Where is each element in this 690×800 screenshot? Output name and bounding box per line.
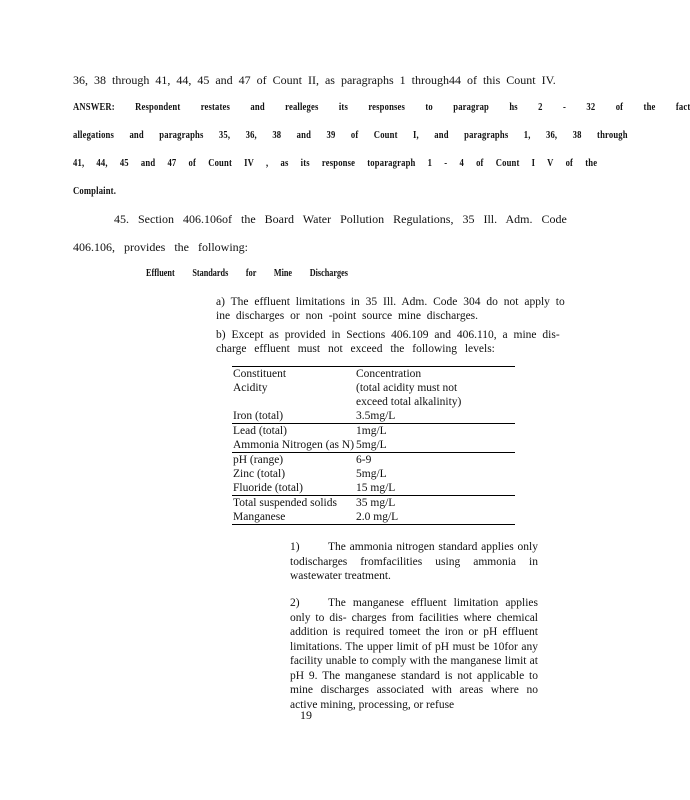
- table-row: [232, 438, 515, 453]
- page-number: 19: [300, 708, 312, 722]
- section-heading: Effluent Standards for Mine Discharges: [146, 268, 348, 279]
- table-row: [232, 395, 515, 409]
- table-row: [232, 424, 515, 439]
- subsection-a-line-2: ine discharges or non -point source mine discharges.: [216, 310, 479, 322]
- paragraph-45-line-2: 406.106, provides the following:: [73, 240, 248, 254]
- note-1-number: 1): [290, 541, 300, 553]
- paragraph-45-line-1: 45. Section 406.106of the Board Water Pollution Regulations, 35 Ill. Adm. Code: [114, 212, 567, 226]
- table-cell: 1mg/L: [356, 425, 387, 437]
- table-cell: (total acidity must not: [356, 382, 458, 394]
- table-row: [232, 481, 515, 496]
- subsection-b-line-1: b) Except as provided in Sections 406.109 and 406.110, a mine dis-: [216, 329, 560, 341]
- note-1-text: The ammonia nitrogen standard applies only todischarges fromfacilities using ammonia in wastewater treatment.: [290, 541, 538, 582]
- table-row: [232, 496, 515, 511]
- subsection-b-line-2: charge effluent must not exceed the following levels:: [216, 343, 495, 355]
- table-cell: 5mg/L: [356, 468, 387, 480]
- table-cell: pH (range): [233, 454, 284, 466]
- table-cell: exceed total alkalinity): [356, 396, 462, 408]
- note-2-number: 2): [290, 597, 300, 609]
- table-cell: 2.0 mg/L: [355, 510, 515, 525]
- answer-line-4: Complaint.: [73, 186, 117, 197]
- table-cell: 6-9: [356, 454, 372, 466]
- table-row: [232, 381, 515, 395]
- table-header-row: [232, 367, 515, 382]
- answer-line-1: ANSWER: Respondent restates and realleges its responses to paragrap hs 2 - 32 of the fact: [73, 102, 690, 113]
- table-cell: 5mg/L: [355, 438, 515, 453]
- table-cell: 3.5mg/L: [355, 409, 515, 424]
- table-cell: Acidity: [233, 382, 268, 394]
- table-cell: [232, 395, 355, 409]
- table-row: [232, 467, 515, 481]
- table-row: [232, 453, 515, 468]
- table-cell: Lead (total): [233, 425, 287, 437]
- table-cell: 35 mg/L: [356, 497, 396, 509]
- table-cell: 15 mg/L: [355, 481, 515, 496]
- table-cell: Zinc (total): [233, 468, 286, 480]
- answer-line-2: allegations and paragraphs 35, 36, 38 and 39 of Count I, and paragraphs 1, 36, 38 through: [73, 130, 628, 141]
- table-cell: Ammonia Nitrogen (as N): [233, 439, 355, 451]
- continuation-line: 36, 38 through 41, 44, 45 and 47 of Count II, as paragraphs 1 through44 of this Count IV.: [73, 73, 556, 87]
- note-1: [290, 540, 538, 584]
- table-header-constituent: Constituent: [232, 367, 355, 382]
- table-header-concentration: Concentration: [355, 367, 515, 382]
- table-cell: Total suspended solids: [233, 497, 337, 509]
- table-row: [232, 409, 515, 424]
- answer-line-3: 41, 44, 45 and 47 of Count IV , as its response toparagraph 1 - 4 of Count I V of the: [73, 158, 598, 169]
- table-cell: Manganese: [232, 510, 355, 525]
- table-row: [232, 510, 515, 525]
- note-2: [290, 596, 538, 712]
- note-2-text: The manganese effluent limitation applies only to dis- charges from facilities where chemical addition is required tomeet the iron or pH effluent limitations. The upper limit of pH must be 10for any facility unable to comply with the manganese limit at pH 9. The manganese standard is not applicable to mine discharges associated with areas where no active mining, processing, or refuse: [290, 597, 538, 711]
- effluent-limits-table: [232, 366, 515, 525]
- table-cell: Fluoride (total): [232, 481, 355, 496]
- table-cell: Iron (total): [232, 409, 355, 424]
- subsection-a-line-1: a) The effluent limitations in 35 Ill. Adm. Code 304 do not apply to: [216, 296, 565, 308]
